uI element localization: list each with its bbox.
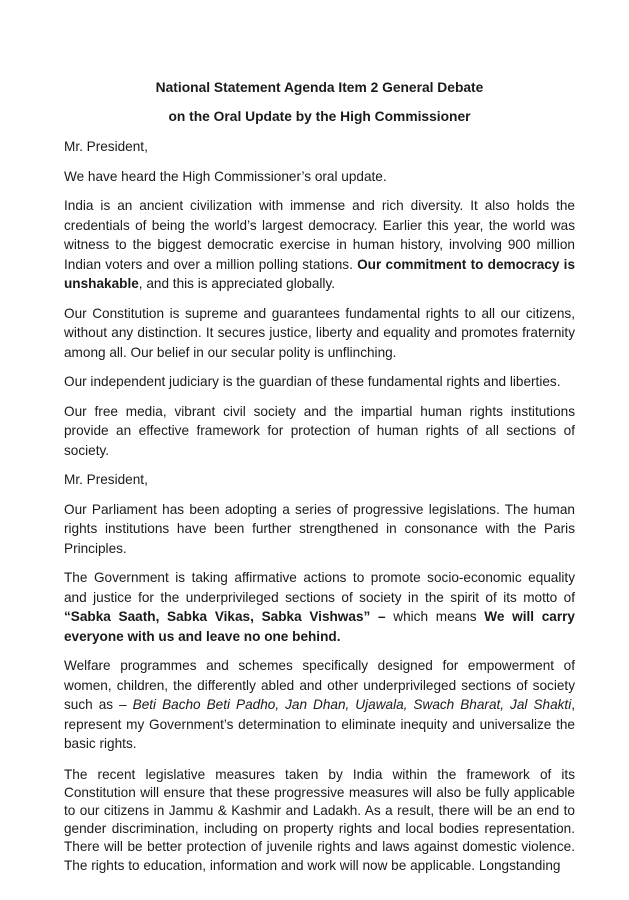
- bold-text: We will carry everyone with us and leave no one behind.: [64, 609, 575, 644]
- paragraph-constitution: Our Constitution is supreme and guarantees fundamental rights to all our citizens, without any distinction. It secures justice, liberty and equality and promotes fraternity among all. Our belief in our secular polity is unflinching.: [64, 305, 575, 360]
- paragraph-text: , represent my Government’s determination to eliminate inequity and universalize the basic rights.: [64, 697, 576, 751]
- title-line-1: National Statement Agenda Item 2 General Debate: [155, 80, 484, 95]
- bold-text: Our commitment to democracy is unshakable: [64, 256, 576, 291]
- paragraph-text: The Government is taking affirmative actions to promote socio-economic equality and justice for the underprivileged sections of society in the spirit of its motto of: [64, 570, 575, 605]
- paragraph-text: which means: [385, 609, 485, 624]
- paragraph-text: , and this is appreciated globally.: [138, 276, 336, 291]
- salutation: Mr. President,: [64, 139, 148, 154]
- motto-text: “Sabka Saath, Sabka Vikas, Sabka Vishwas” –: [64, 609, 386, 624]
- title-line-2: on the Oral Update by the High Commissioner: [168, 108, 471, 124]
- scheme-names: Beti Bacho Beti Padho, Jan Dhan, Ujawala, Swach Bharat, Jal Shakti: [132, 697, 572, 712]
- paragraph-text: India is an ancient civilization with immense and rich diversity. It also holds the credentials of being the world’s largest democracy. Earlier this year, the world was witness to the biggest democratic exercise in human history, involving 900 million Indian voters and over a million polling stations.: [64, 198, 575, 272]
- paragraph-india: [64, 196, 575, 294]
- paragraph-heard: We have heard the High Commissioner’s oral update.: [64, 168, 387, 184]
- paragraph-government: [64, 568, 575, 646]
- paragraph-recent: The recent legislative measures taken by India within the framework of its Constitution will ensure that these progressive measures will also be fully applicable to our citizens in Jammu & Kashmir and Ladakh. As a result, there will be an end to gender discrimination, including on property rights and local bodies representation. There will be better protection of juvenile rights and laws against domestic violence. The rights to education, information and work will now be applicable. Longstanding: [64, 766, 575, 873]
- paragraph-welfare: [64, 656, 575, 754]
- paragraph-judiciary: Our independent judiciary is the guardian of these fundamental rights and liberties.: [64, 374, 561, 389]
- paragraph-parliament: Our Parliament has been adopting a series of progressive legislations. The human rights institutions have been further strengthened in consonance with the Paris Principles.: [64, 501, 575, 556]
- paragraph-text: Welfare programmes and schemes specifically designed for empowerment of women, children, the differently abled and other underprivileged sections of society such as –: [64, 658, 575, 712]
- paragraph-media: Our free media, vibrant civil society and the impartial human rights institutions provide an effective framework for protection of human rights of all sections of society.: [64, 403, 575, 458]
- salutation: Mr. President,: [64, 472, 148, 487]
